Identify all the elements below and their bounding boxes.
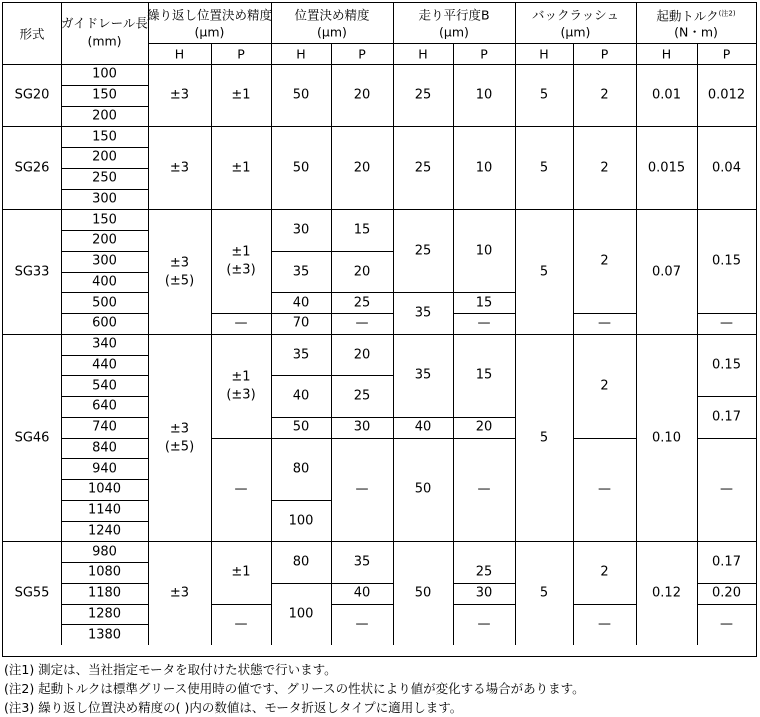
rail-length: 300: [92, 253, 117, 269]
repeat-h: ±3: [169, 87, 190, 103]
model-name: SG33: [14, 264, 50, 279]
length-row-rule: [61, 521, 148, 522]
cell-rule: [573, 438, 636, 439]
pos-p: 20: [353, 264, 371, 279]
header-parallelism: 走り平行度B: [418, 7, 490, 23]
par-h: 35: [414, 367, 432, 383]
rail-length: 600: [92, 315, 117, 331]
repeat-p: —: [234, 616, 248, 632]
par-p: —: [477, 481, 491, 497]
back-p: 2: [600, 564, 609, 580]
back-p: —: [598, 481, 611, 497]
back-h: 5: [539, 87, 549, 103]
torque-h: 0.12: [652, 585, 681, 601]
section-rule: [3, 334, 756, 335]
torque-p: —: [720, 616, 733, 632]
torque-p: 0.04: [712, 160, 741, 176]
rail-length: 100: [92, 66, 117, 82]
length-row-rule: [61, 189, 148, 190]
body-column-rule: [515, 64, 516, 645]
length-row-rule: [61, 624, 148, 625]
cell-rule: [211, 604, 271, 605]
header-position-accuracy-unit: (μm): [317, 24, 347, 40]
header-torque: [656, 6, 735, 23]
header-torque-label: 起動トルク: [656, 8, 719, 24]
length-row-rule: [61, 438, 148, 439]
pos-h: 50: [292, 419, 310, 435]
rail-length: 500: [92, 295, 117, 311]
length-row-rule: [61, 85, 148, 86]
body-column-rule: [636, 64, 637, 645]
pos-p: —: [355, 481, 369, 497]
rail-length: 1080: [87, 564, 122, 580]
header-divider: [148, 43, 756, 44]
length-row-rule: [61, 604, 148, 605]
cell-rule: [697, 313, 756, 314]
header-grade: P: [237, 46, 245, 62]
pos-h: 50: [292, 87, 310, 103]
pos-h: 80: [292, 461, 310, 477]
cell-rule: [697, 583, 756, 584]
pos-p: 30: [353, 419, 371, 435]
rail-length: 1040: [87, 481, 122, 497]
cell-rule: [697, 396, 756, 397]
section-rule: [3, 541, 756, 542]
torque-p: 0.012: [707, 87, 746, 103]
length-row-rule: [61, 396, 148, 397]
torque-p: 0.17: [712, 554, 741, 570]
header-column-rule: [697, 43, 698, 64]
header-repeat-accuracy: 繰り返し位置決め精度: [146, 7, 273, 23]
pos-p: 20: [353, 87, 371, 103]
header-grade: H: [661, 46, 672, 62]
length-row-rule: [61, 500, 148, 501]
rail-length: 150: [92, 129, 117, 145]
note-1: (注1) 測定は、当社指定モータを取付けた状態で行います。: [4, 662, 337, 677]
par-h: 25: [414, 243, 432, 259]
cell-rule: [271, 438, 393, 439]
cell-rule: [271, 375, 393, 376]
rail-length: 340: [92, 336, 117, 352]
header-column-rule: [393, 3, 394, 64]
pos-h: 40: [292, 388, 310, 404]
back-h: 5: [539, 160, 549, 176]
pos-p: 20: [353, 160, 371, 176]
body-column-rule: [453, 64, 454, 645]
section-rule: [3, 209, 756, 210]
cell-rule: [453, 313, 515, 314]
header-bottom-rule: [3, 64, 756, 65]
repeat-p: (±3): [226, 387, 256, 403]
section-rule: [3, 126, 756, 127]
header-grade: P: [600, 46, 609, 62]
cell-rule: [331, 604, 393, 605]
cell-rule: [271, 292, 393, 293]
repeat-h: ±3: [169, 160, 190, 176]
pos-p: 20: [353, 347, 371, 362]
header-grade: H: [296, 46, 306, 62]
model-name: SG26: [14, 160, 50, 176]
note-2: (注2) 起動トルクは標準グリース使用時の値です、グリースの性状により値が変化する場合があります。: [4, 681, 585, 696]
rail-length: 150: [92, 212, 117, 228]
rail-length: 1180: [87, 585, 122, 601]
rail-length: 1380: [87, 627, 122, 643]
cell-rule: [697, 604, 756, 605]
cell-rule: [453, 583, 515, 584]
length-row-rule: [61, 168, 148, 169]
rail-length: 1140: [87, 502, 122, 518]
par-p: 10: [475, 243, 493, 259]
cell-rule: [211, 438, 271, 439]
cell-rule: [271, 583, 331, 584]
pos-p: —: [355, 315, 369, 331]
notes: [4, 660, 585, 717]
pos-p: 40: [353, 585, 371, 601]
length-row-rule: [61, 106, 148, 107]
back-p: —: [598, 616, 611, 632]
pos-p: 25: [353, 295, 371, 311]
pos-p: 25: [353, 388, 371, 404]
back-p: 2: [600, 87, 609, 103]
torque-p: 0.20: [712, 585, 741, 601]
pos-p: —: [355, 616, 369, 632]
par-p: 10: [475, 160, 493, 176]
cell-rule: [393, 417, 515, 418]
repeat-p: —: [234, 481, 248, 497]
rail-length: 440: [92, 357, 117, 373]
rail-length: 840: [92, 440, 117, 456]
cell-rule: [573, 604, 636, 605]
model-name: SG20: [14, 87, 50, 103]
body-column-rule: [331, 64, 332, 645]
rail-length: 940: [92, 461, 117, 477]
header-grade: P: [480, 46, 488, 62]
torque-p: —: [720, 315, 733, 331]
par-p: 10: [475, 87, 493, 103]
back-h: 5: [539, 585, 549, 601]
repeat-p: (±3): [226, 262, 256, 278]
pos-h: 30: [292, 222, 310, 238]
header-parallelism-unit: (μm): [439, 24, 469, 40]
torque-p: —: [720, 481, 733, 497]
repeat-p: ±1: [231, 564, 251, 580]
header-column-rule: [453, 43, 454, 64]
repeat-h: (±5): [164, 439, 195, 454]
length-row-rule: [61, 292, 148, 293]
header-grade: P: [722, 46, 731, 62]
length-row-rule: [61, 147, 148, 148]
back-h: 5: [539, 264, 549, 279]
cell-rule: [573, 313, 636, 314]
par-h: 25: [414, 87, 432, 103]
pos-h: 100: [288, 606, 314, 622]
header-backlash: バックラッシュ: [531, 7, 620, 23]
header-column-rule: [211, 43, 212, 64]
header-column-rule: [573, 43, 574, 64]
body-column-rule: [148, 64, 149, 645]
cell-rule: [393, 292, 453, 293]
pos-h: 80: [292, 554, 310, 570]
rail-length: 250: [92, 170, 117, 186]
repeat-p: ±1: [231, 244, 251, 260]
repeat-h: ±3: [169, 421, 190, 436]
rail-length: 540: [92, 378, 117, 394]
repeat-p: —: [234, 315, 248, 331]
par-p: 15: [475, 295, 493, 311]
par-h: 25: [414, 160, 432, 176]
cell-rule: [453, 604, 515, 605]
body-column-rule: [393, 64, 394, 645]
repeat-p: ±1: [231, 369, 251, 385]
length-row-rule: [61, 251, 148, 252]
spec-table: [2, 2, 757, 657]
cell-rule: [331, 583, 393, 584]
par-h: 40: [414, 419, 432, 435]
torque-h: 0.10: [652, 430, 681, 445]
length-row-rule: [61, 230, 148, 231]
rail-length: 200: [92, 232, 117, 248]
header-grade: H: [418, 46, 428, 62]
model-name: SG46: [14, 430, 50, 445]
par-p: 30: [475, 585, 493, 601]
back-p: 2: [600, 160, 609, 176]
par-h: 50: [414, 585, 432, 601]
back-p: —: [598, 315, 611, 331]
length-row-rule: [61, 355, 148, 356]
cell-rule: [453, 292, 515, 293]
repeat-p: ±1: [231, 160, 251, 176]
pos-h: 70: [292, 315, 310, 331]
rail-length: 1280: [87, 606, 122, 622]
length-row-rule: [61, 272, 148, 273]
header-model: 形式: [19, 26, 45, 41]
length-row-rule: [61, 562, 148, 563]
length-row-rule: [61, 417, 148, 418]
par-h: 35: [414, 305, 432, 321]
cell-rule: [271, 417, 393, 418]
repeat-h: ±3: [169, 585, 190, 601]
rail-length: 740: [92, 419, 117, 435]
body-column-rule: [573, 64, 574, 645]
model-name: SG55: [14, 585, 50, 601]
par-p: 20: [475, 419, 493, 435]
length-row-rule: [61, 583, 148, 584]
back-p: 2: [600, 253, 609, 269]
pos-h: 100: [288, 513, 314, 528]
torque-h: 0.07: [652, 264, 681, 279]
par-p: 15: [475, 367, 493, 383]
back-p: 2: [600, 378, 609, 394]
length-row-rule: [61, 479, 148, 480]
rail-length: 980: [92, 544, 117, 560]
rail-length: 400: [92, 274, 117, 290]
torque-p: 0.17: [712, 409, 741, 425]
cell-rule: [697, 438, 756, 439]
pos-h: 50: [292, 160, 310, 176]
header-column-rule: [331, 43, 332, 64]
header-column-rule: [636, 3, 637, 64]
header-grade: P: [358, 46, 366, 62]
rail-length: 150: [92, 87, 117, 103]
cell-rule: [271, 313, 393, 314]
par-p: —: [477, 616, 491, 632]
header-grade: H: [174, 46, 185, 62]
par-h: 50: [414, 481, 432, 497]
torque-h: 0.01: [652, 87, 681, 103]
body-column-rule: [211, 64, 212, 645]
repeat-h: (±5): [164, 273, 195, 288]
header-rail-length: ガイドレール長: [61, 15, 148, 31]
torque-p: 0.15: [712, 357, 741, 373]
cell-rule: [211, 313, 271, 314]
header-column-rule: [61, 3, 62, 64]
header-torque-note-mark: (注2): [718, 9, 736, 18]
pos-h: 35: [292, 264, 310, 279]
pos-p: 15: [353, 222, 371, 238]
torque-p: 0.15: [712, 253, 741, 269]
length-row-rule: [61, 375, 148, 376]
repeat-p: ±1: [231, 87, 251, 103]
torque-h: 0.015: [647, 160, 686, 176]
cell-rule: [271, 500, 331, 501]
length-row-rule: [61, 313, 148, 314]
header-rail-unit: (mm): [87, 33, 122, 49]
rail-length: 1240: [87, 523, 122, 539]
header-column-rule: [515, 3, 516, 64]
rail-length: 200: [92, 149, 117, 165]
body-column-rule: [697, 64, 698, 645]
header-grade: H: [539, 46, 549, 62]
header-repeat-accuracy-unit: (μm): [194, 24, 225, 40]
par-p: —: [477, 315, 491, 331]
header-position-accuracy: 位置決め精度: [294, 7, 370, 23]
rail-length: 300: [92, 191, 117, 207]
body-column-rule: [271, 64, 272, 645]
header-torque-unit: (N・m): [674, 24, 718, 40]
back-h: 5: [539, 430, 549, 445]
note-3: (注3) 繰り返し位置決め精度の( )内の数値は、モータ折返しタイプに適用します。: [4, 700, 463, 715]
pos-h: 35: [292, 347, 310, 362]
cell-rule: [393, 438, 515, 439]
header-backlash-unit: (μm): [560, 24, 591, 40]
repeat-h: ±3: [169, 255, 190, 270]
length-row-rule: [61, 458, 148, 459]
rail-length: 200: [92, 108, 117, 124]
par-p: 25: [475, 564, 493, 580]
pos-p: 35: [353, 554, 371, 570]
cell-rule: [271, 251, 393, 252]
rail-length: 640: [92, 398, 117, 414]
pos-h: 40: [292, 295, 310, 311]
